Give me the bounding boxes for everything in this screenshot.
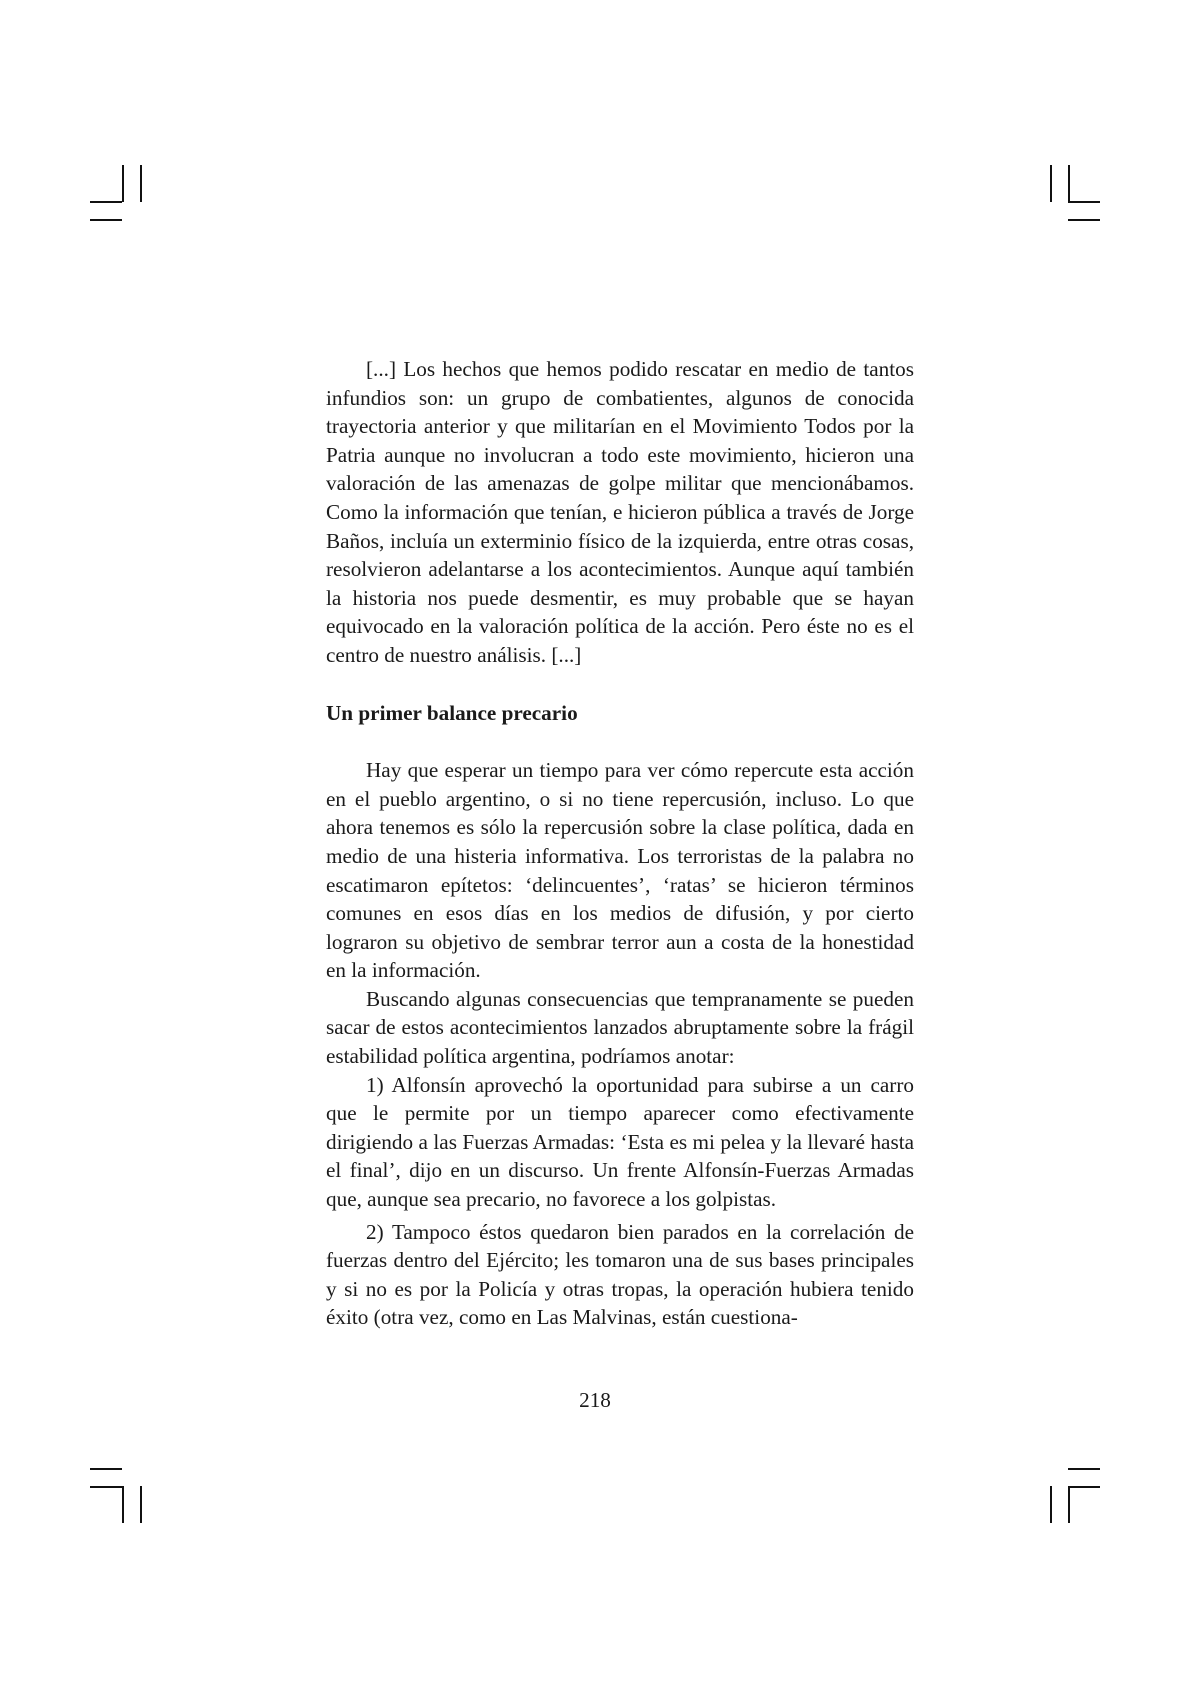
section-heading: Un primer balance precario (326, 700, 578, 725)
crop-mark (1068, 201, 1100, 203)
crop-mark (1050, 1486, 1052, 1523)
crop-mark (122, 165, 124, 202)
list-item-2: 2) Tampoco éstos quedaron bien parados en la correlación de fuerzas dentro del Ejército; les tomaron una de sus bases principales y si no es por la Policía y otras tropas, la operación hubiera tenido éxito (otra vez, como en Las Malvinas, están cuestiona- (326, 1219, 914, 1330)
crop-mark (1068, 1468, 1100, 1470)
body-paragraph: Hay que esperar un tiempo para ver cómo repercute esta acción en el pueblo argentino, o si no tiene repercusión, incluso. Lo que ahora tenemos es sólo la repercusión sobre la clase política, dada en medio de una histeria informativa. Los terroristas de la palabra no escatimaron epítetos: ‘delincuentes’, ‘ratas’ se hicieron términos comunes en esos días en los medios de difusión, y por cierto lograron su objetivo de sembrar terror aun a costa de la honestidad en la información. (326, 758, 914, 983)
crop-mark (1068, 1486, 1100, 1488)
crop-mark (1068, 1486, 1070, 1523)
page-number: 218 (579, 1388, 611, 1412)
list-item-1: 1) Alfonsín aprovechó la oportunidad para subirse a un carro que le permite por un tiempo aparecer como efectivamente dirigiendo a las Fuerzas Armadas: ‘Esta es mi pelea y la llevaré hasta el final’, dijo en un discurso. Un frente Alfonsín-Fuerzas Armadas que, aunque sea precario, no favorece a los golpistas. (326, 1072, 914, 1212)
body-paragraph: Buscando algunas consecuencias que tempranamente se pueden sacar de estos acontecimientos lanzados abruptamente sobre la frágil estabilidad política argentina, podríamos anotar: (326, 986, 914, 1069)
body-text (326, 355, 914, 1332)
intro-paragraph: [...] Los hechos que hemos podido rescatar en medio de tantos infundios son: un grupo de combatientes, algunos de conocida trayectoria anterior y que militarían en el Movimiento Todos por la Patria aunque no involucran a todo este movimiento, hicieron una valoración de las amenazas de golpe militar que mencionábamos. Como la información que tenían, e hicieron pública a través de Jorge Baños, incluía un exterminio físico de la izquierda, entre otras cosas, resolvieron adelantarse a los acontecimientos. Aunque aquí también la historia nos puede desmentir, es muy probable que se hayan equivocado en la valoración política de la acción. Pero éste no es el centro de nuestro análisis. [...] (326, 357, 914, 667)
crop-mark (1068, 165, 1070, 202)
crop-mark (1068, 219, 1100, 221)
crop-mark (90, 1468, 122, 1470)
crop-mark (90, 219, 122, 221)
crop-mark (90, 201, 122, 203)
crop-mark (90, 1486, 122, 1488)
crop-mark (1050, 165, 1052, 202)
crop-mark (122, 1486, 124, 1523)
crop-mark (140, 165, 142, 202)
crop-mark (140, 1486, 142, 1523)
